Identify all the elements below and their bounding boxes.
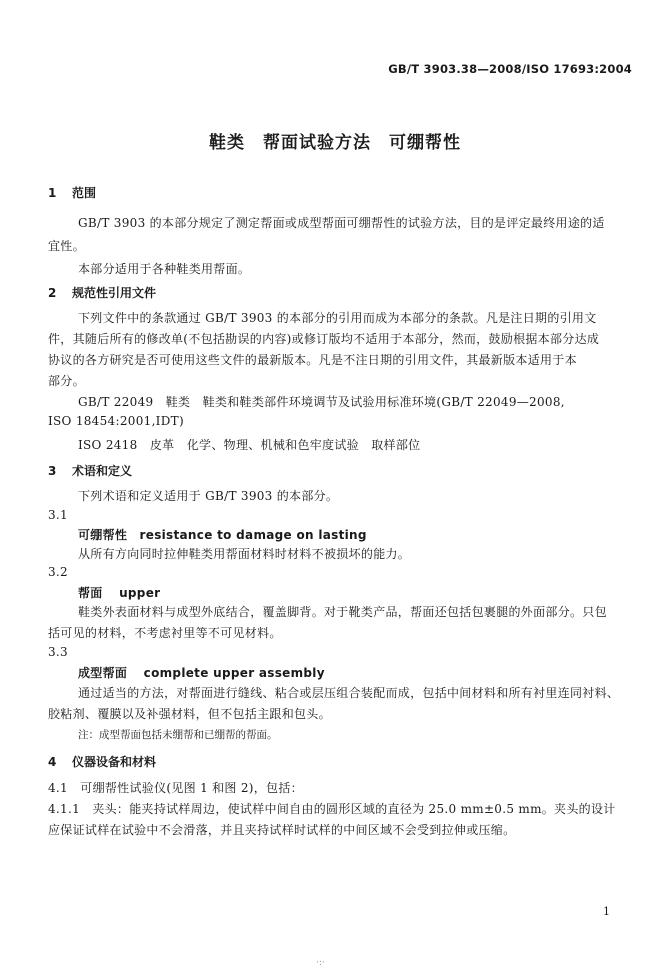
paragraph: 下列术语和定义适用于 GB/T 3903 的本部分。 [78, 489, 339, 503]
term-definition: 鞋类外表面材料与成型外底结合，覆盖脚背。对于靴类产品，帮面还包括包裹腿的外面部分。只包 [78, 605, 607, 619]
scan-mark: ·:· [316, 958, 325, 968]
term-definition: 从所有方向同时拉伸鞋类用帮面材料时材料不被损坏的能力。 [78, 547, 411, 561]
term-english: resistance to damage on lasting [139, 528, 367, 542]
section-title: 规范性引用文件 [72, 286, 157, 300]
section-3-heading [48, 462, 132, 479]
clause: 4.1 可绷帮性试验仪(见图 1 和图 2)，包括： [48, 781, 303, 795]
paragraph: 本部分适用于各种鞋类用帮面。 [78, 262, 251, 276]
normative-reference: ISO 2418 皮革 化学、物理、机械和色牢度试验 取样部位 [78, 438, 421, 452]
clause: 4.1.1 夹头：能夹持试样周边，使试样中间自由的圆形区域的直径为 25.0 mm±0.5 mm。夹头的设计 [48, 802, 616, 816]
section-number: 1 [48, 186, 57, 200]
paragraph: 宜性。 [48, 239, 85, 253]
page-number: 1 [603, 905, 610, 918]
paragraph: 部分。 [48, 374, 85, 388]
section-number: 2 [48, 286, 57, 300]
term-number: 3.3 [48, 645, 68, 659]
term-english: upper [119, 586, 161, 600]
term-definition: 通过适当的方法，对帮面进行缝线、粘合或层压组合装配而成，包括中间材料和所有衬里连同衬料、 [78, 686, 620, 700]
note: 注：成型帮面包括未绷帮和已绷帮的帮面。 [78, 729, 278, 741]
section-2-heading [48, 284, 156, 301]
paragraph: 件，其随后所有的修改单(不包括勘误的内容)或修订版均不适用于本部分，然而，鼓励根据本部分达成 [48, 332, 600, 346]
standard-number: GB/T 3903.38—2008/ISO 17693:2004 [388, 62, 632, 76]
term-chinese: 可绷帮性 [78, 528, 128, 542]
document-title: 鞋类 帮面试验方法 可绷帮性 [209, 133, 461, 153]
section-number: 3 [48, 464, 57, 478]
term-chinese: 帮面 [78, 586, 103, 600]
term-heading [78, 664, 325, 681]
term-definition: 括可见的材料，不考虑衬里等不可见材料。 [48, 626, 282, 640]
paragraph: 下列文件中的条款通过 GB/T 3903 的本部分的引用而成为本部分的条款。凡是注日期的引用文 [78, 311, 597, 325]
paragraph: GB/T 3903 的本部分规定了测定帮面或成型帮面可绷帮性的试验方法，目的是评定最终用途的适 [78, 216, 605, 230]
term-heading [78, 584, 160, 601]
paragraph: 协议的各方研究是否可使用这些文件的最新版本。凡是不注日期的引用文件，其最新版本适用于本 [48, 353, 577, 367]
normative-reference: GB/T 22049 鞋类 鞋类和鞋类部件环境调节及试验用标准环境(GB/T 22049—2008, [78, 395, 565, 409]
section-title: 仪器设备和材料 [72, 755, 157, 769]
section-number: 4 [48, 755, 57, 769]
term-english: complete upper assembly [143, 666, 325, 680]
term-definition: 胶粘剂、覆膜以及补强材料，但不包括主跟和包头。 [48, 707, 331, 721]
section-4-heading [48, 753, 156, 770]
normative-reference: ISO 18454:2001,IDT) [48, 414, 184, 428]
term-heading [78, 526, 367, 543]
term-number: 3.1 [48, 508, 68, 522]
section-title: 术语和定义 [72, 464, 133, 478]
term-number: 3.2 [48, 565, 68, 579]
term-chinese: 成型帮面 [78, 666, 128, 680]
section-title: 范围 [72, 186, 97, 200]
section-1-heading [48, 184, 96, 201]
clause: 应保证试样在试验中不会滑落，并且夹持试样时试样的中间区域不会受到拉伸或压缩。 [48, 823, 516, 837]
